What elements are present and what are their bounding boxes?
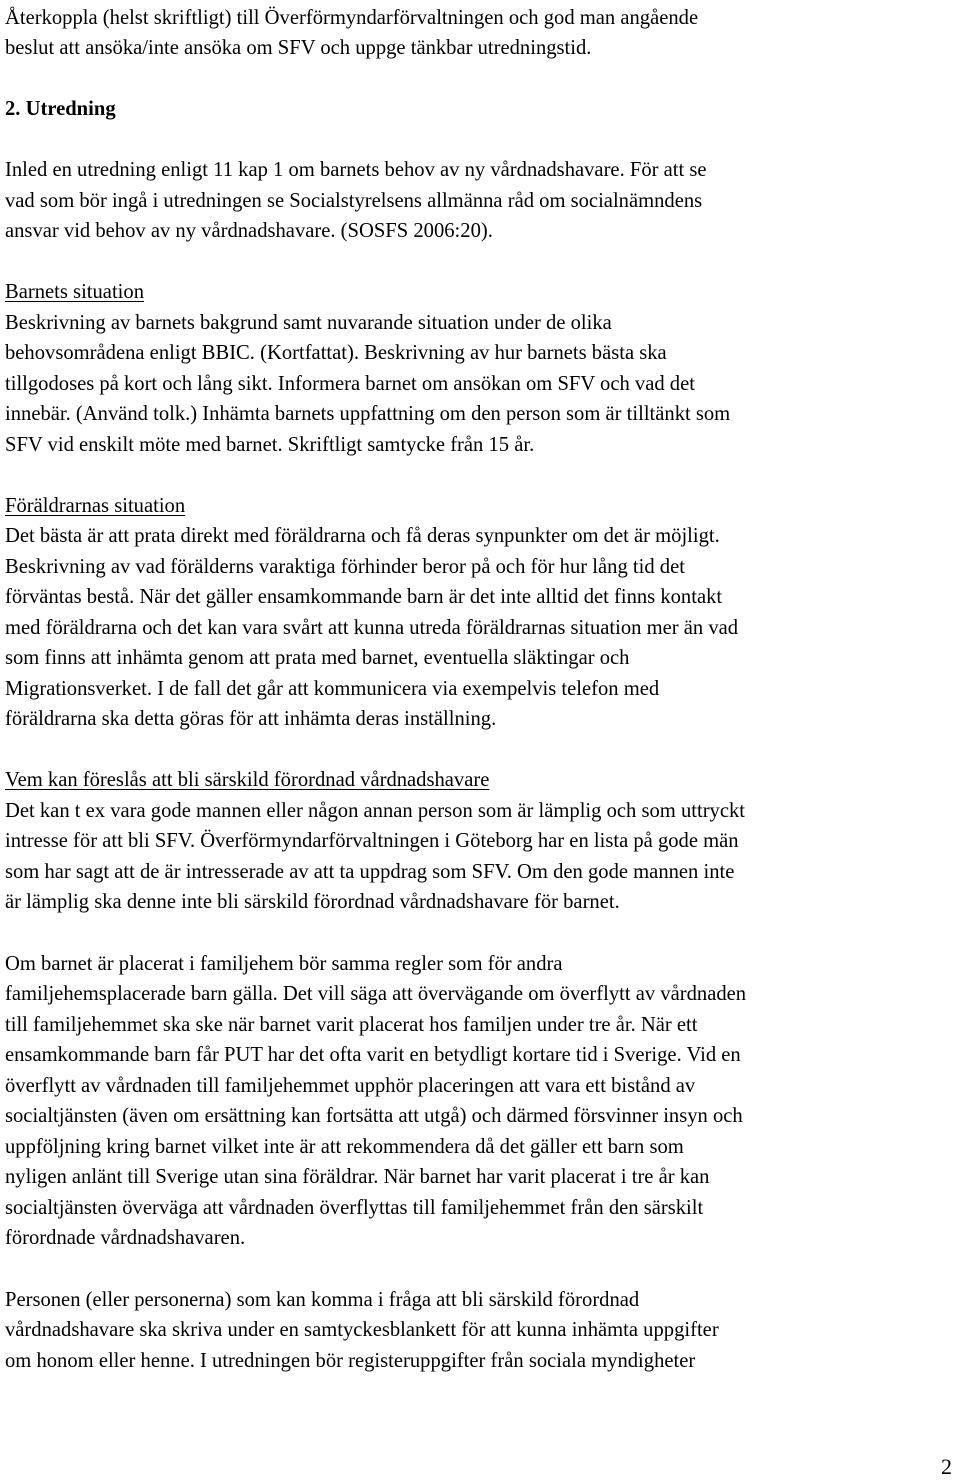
paragraph-line: Inled en utredning enligt 11 kap 1 om barnets behov av ny vårdnadshavare. För att se bbox=[5, 159, 707, 181]
paragraph-line: Migrationsverket. I de fall det går att kommunicera via exempelvis telefon med bbox=[5, 678, 660, 700]
paragraph-line: socialtjänsten överväga att vårdnaden överflyttas till familjehemmet från den särskilt bbox=[5, 1197, 704, 1219]
paragraph-line: behovsområdena enligt BBIC. (Kortfattat). Beskrivning av hur barnets bästa ska bbox=[5, 342, 667, 364]
paragraph-line: förordnade vårdnadshavaren. bbox=[5, 1227, 246, 1249]
paragraph-line: intresse för att bli SFV. Överförmyndarförvaltningen i Göteborg har en lista på gode män bbox=[5, 830, 739, 852]
paragraph-line: tillgodoses på kort och lång sikt. Informera barnet om ansökan om SFV och vad det bbox=[5, 373, 695, 395]
paragraph-line: Beskrivning av barnets bakgrund samt nuvarande situation under de olika bbox=[5, 312, 612, 334]
paragraph-line: ensamkommande barn får PUT har det ofta varit en betydligt kortare tid i Sverige. Vid en bbox=[5, 1044, 741, 1066]
paragraph-line: som har sagt att de är intresserade av att ta uppdrag som SFV. Om den gode mannen inte bbox=[5, 861, 735, 883]
paragraph-line: Beskrivning av vad förälderns varaktiga förhinder beror på och för hur lång tid det bbox=[5, 556, 685, 578]
paragraph-line: Om barnet är placerat i familjehem bör samma regler som för andra bbox=[5, 953, 563, 975]
subheading-foraldrarnas-situation: Föräldrarnas situation bbox=[5, 495, 186, 517]
paragraph-line: vårdnadshavare ska skriva under en samtyckesblankett för att kunna inhämta uppgifter bbox=[5, 1319, 719, 1341]
paragraph-line: som finns att inhämta genom att prata med barnet, eventuella släktingar och bbox=[5, 647, 630, 669]
paragraph-line: med föräldrarna och det kan vara svårt att kunna utreda föräldrarnas situation mer än vad bbox=[5, 617, 739, 639]
paragraph-line: nyligen anlänt till Sverige utan sina föräldrar. När barnet har varit placerat i tre år kan bbox=[5, 1166, 710, 1188]
paragraph-line: vad som bör ingå i utredningen se Socialstyrelsens allmänna råd om socialnämndens bbox=[5, 190, 703, 212]
paragraph-line: Det kan t ex vara gode mannen eller någon annan person som är lämplig och som uttryckt bbox=[5, 800, 746, 822]
intro-line: beslut att ansöka/inte ansöka om SFV och uppge tänkbar utredningstid. bbox=[5, 37, 592, 59]
paragraph-line: ansvar vid behov av ny vårdnadshavare. (SOSFS 2006:20). bbox=[5, 220, 493, 242]
paragraph-line: SFV vid enskilt möte med barnet. Skriftligt samtycke från 15 år. bbox=[5, 434, 535, 456]
paragraph-line: överflytt av vårdnaden till familjehemmet upphör placeringen att vara ett bistånd av bbox=[5, 1075, 696, 1097]
page-number: 2 bbox=[941, 1454, 952, 1479]
paragraph-line: uppföljning kring barnet vilket inte är att rekommendera då det gäller ett barn som bbox=[5, 1136, 684, 1158]
section-heading: 2. Utredning bbox=[5, 98, 116, 120]
paragraph-line: Personen (eller personerna) som kan komma i fråga att bli särskild förordnad bbox=[5, 1289, 640, 1311]
paragraph-line: familjehemsplacerade barn gälla. Det vill säga att övervägande om överflytt av vårdnaden bbox=[5, 983, 747, 1005]
subheading-vem-kan-foreslas: Vem kan föreslås att bli särskild förordnad vårdnadshavare bbox=[5, 769, 490, 791]
paragraph-line: socialtjänsten (även om ersättning kan fortsätta att utgå) och därmed försvinner insyn och bbox=[5, 1105, 743, 1127]
paragraph-line: om honom eller henne. I utredningen bör registeruppgifter från sociala myndigheter bbox=[5, 1350, 696, 1372]
paragraph-line: Det bästa är att prata direkt med föräldrarna och få deras synpunkter om det är möjligt. bbox=[5, 525, 720, 547]
paragraph-line: är lämplig ska denne inte bli särskild förordnad vårdnadshavare för barnet. bbox=[5, 891, 620, 913]
paragraph-line: till familjehemmet ska ske när barnet varit placerat hos familjen under tre år. När ett bbox=[5, 1014, 698, 1036]
paragraph-line: förväntas bestå. När det gäller ensamkommande barn är det inte alltid det finns kontakt bbox=[5, 586, 723, 608]
subheading-barnets-situation: Barnets situation bbox=[5, 281, 144, 303]
paragraph-line: föräldrarna ska detta göras för att inhämta deras inställning. bbox=[5, 708, 497, 730]
paragraph-line: innebär. (Använd tolk.) Inhämta barnets uppfattning om den person som är tilltänkt som bbox=[5, 403, 731, 425]
intro-line: Återkoppla (helst skriftligt) till Överförmyndarförvaltningen och god man angående bbox=[5, 7, 699, 29]
